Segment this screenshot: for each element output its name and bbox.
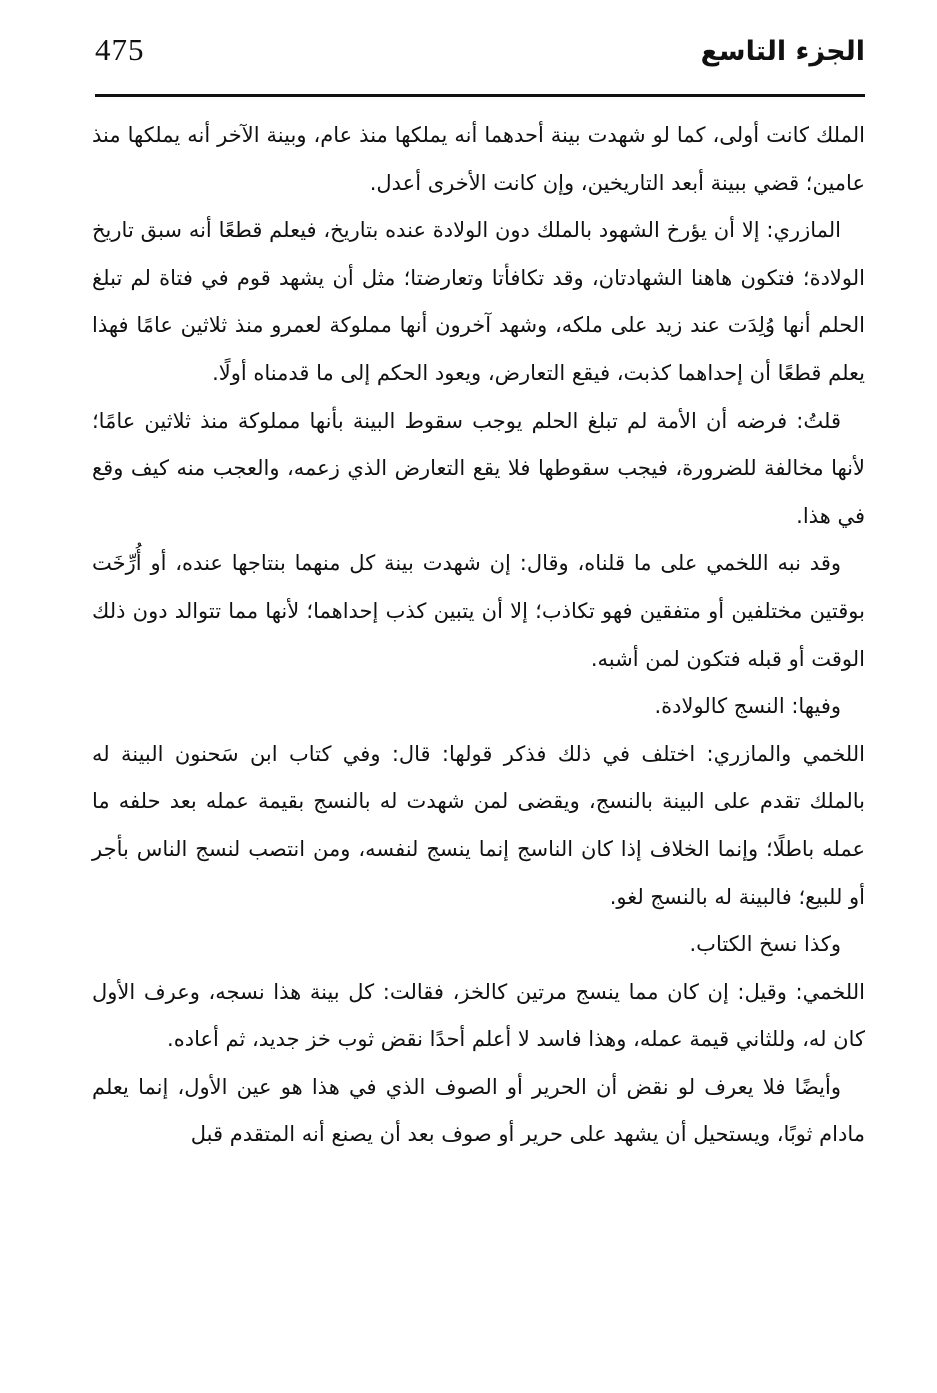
paragraph-7: وكذا نسخ الكتاب. <box>689 932 841 957</box>
header-divider <box>95 94 865 97</box>
paragraph-3: قلتُ: فرضه أن الأمة لم تبلغ الحلم يوجب سقوط البينة بأنها مملوكة منذ ثلاثين عامًا؛ لأنها مخالفة للضرورة، فيجب سقوطها فلا يقع التعارض الذي زعمه، والعجب منه كيف وقع في هذا. <box>92 408 865 528</box>
running-title: الجزء التاسع <box>700 36 865 67</box>
paragraph-5: وفيها: النسج كالولادة. <box>654 694 841 719</box>
paragraph-6: اللخمي والمازري: اختلف في ذلك فذكر قولها: قال: وفي كتاب ابن سَحنون البينة له بالملك تقدم على البينة بالنسج، ويقضى لمن شهدت له بالنسج بقيمة عمله بعد حلفه ما عمله باطلًا؛ وإنما الخلاف إذا كان الناسج إنما ينسج لنفسه، ومن انتصب لنسج الناس بأجر أو للبيع؛ فالبينة له بالنسج لغو. <box>92 741 865 909</box>
paragraph-2: المازري: إلا أن يؤرخ الشهود بالملك دون الولادة عنده بتاريخ، فيعلم قطعًا أنه سبق تاريخ الولادة؛ فتكون هاهنا الشهادتان، وقد تكافأتا وتعارضتا؛ مثل أن يشهد قوم في فتاة لم تبلغ الحلم أنها وُلِدَت عند زيد على ملكه، وشهد آخرون أنها مملوكة لعمرو منذ ثلاثين عامًا فهذا يعلم قطعًا أن إحداهما كذبت، فيقع التعارض، ويعود الحكم إلى ما قدمناه أولًا. <box>92 218 865 385</box>
paragraph-4: وقد نبه اللخمي على ما قلناه، وقال: إن شهدت بينة كل منهما بنتاجها عنده، أو أُرِّخَت بوقتين مختلفين أو متفقين فهو تكاذب؛ إلا أن يتبين كذب إحداهما؛ لأنها مما تتوالد دون ذلك الوقت أو قبله فتكون لمن أشبه. <box>92 551 865 671</box>
body-text <box>92 112 865 1159</box>
paragraph-1: الملك كانت أولى، كما لو شهدت بينة أحدهما أنه يملكها منذ عام، وبينة الآخر أنه يملكها منذ عامين؛ قضي ببينة أبعد التاريخين، وإن كانت الأخرى أعدل. <box>92 123 865 195</box>
page-number: 475 <box>95 32 145 67</box>
page-header <box>95 26 865 96</box>
paragraph-9: وأيضًا فلا يعرف لو نقض أن الحرير أو الصوف الذي في هذا هو عين الأول، إنما يعلم مادام ثوبًا، ويستحيل أن يشهد على حرير أو صوف بعد أن يصنع أنه المتقدم قبل <box>92 1074 865 1147</box>
paragraph-8: اللخمي: وقيل: إن كان مما ينسج مرتين كالخز، فقالت: كل بينة هذا نسجه، وعرف الأول كان له، وللثاني قيمة عمله، وهذا فاسد لا أعلم أحدًا نقض ثوب خز جديد، ثم أعاده. <box>92 979 865 1052</box>
